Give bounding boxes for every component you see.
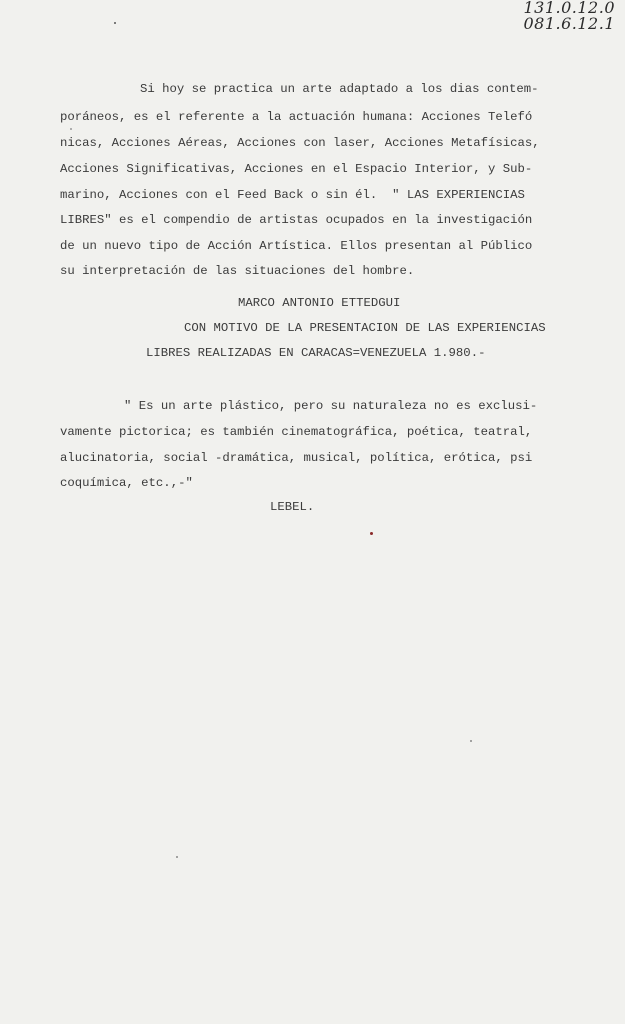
paper-speck <box>70 128 72 130</box>
paragraph-2-line-3: alucinatoria, social -dramática, musical, política, erótica, psi <box>60 451 533 465</box>
attribution-1-context-line-1: CON MOTIVO DE LA PRESENTACION DE LAS EXPERIENCIAS <box>184 321 546 335</box>
paragraph-2-line-4: coquímica, etc.,-" <box>60 476 193 490</box>
paragraph-2-line-2: vamente pictorica; es también cinematográfica, poética, teatral, <box>60 425 533 439</box>
archive-code-2: 081.6.12.1 <box>523 14 615 33</box>
paper-speck <box>370 532 373 535</box>
archive-code-1: 131.0.12.0 <box>523 0 615 17</box>
paragraph-1-line-2: poráneos, es el referente a la actuación humana: Acciones Telefó <box>60 110 533 124</box>
paragraph-2-line-1: " Es un arte plástico, pero su naturaleza no es exclusi- <box>124 399 538 413</box>
attribution-2-author: LEBEL. <box>270 500 315 514</box>
paragraph-1-line-5: marino, Acciones con el Feed Back o sin él. " LAS EXPERIENCIAS <box>60 188 525 202</box>
paragraph-1-line-3: nicas, Acciones Aéreas, Acciones con laser, Acciones Metafísicas, <box>60 136 540 150</box>
archive-reference-codes <box>495 0 615 32</box>
paper-speck <box>470 740 472 742</box>
paragraph-1-line-1: Si hoy se practica un arte adaptado a los dias contem- <box>140 82 539 96</box>
attribution-1-author: MARCO ANTONIO ETTEDGUI <box>238 296 401 310</box>
paragraph-1-line-6: LIBRES" es el compendio de artistas ocupados en la investigación <box>60 213 533 227</box>
paragraph-1-line-8: su interpretación de las situaciones del hombre. <box>60 264 415 278</box>
paper-speck <box>114 22 116 24</box>
paragraph-1-line-4: Acciones Significativas, Acciones en el Espacio Interior, y Sub- <box>60 162 533 176</box>
attribution-1-context-line-2: LIBRES REALIZADAS EN CARACAS=VENEZUELA 1.980.- <box>146 346 486 360</box>
paragraph-1-line-7: de un nuevo tipo de Acción Artística. Ellos presentan al Público <box>60 239 533 253</box>
paper-speck <box>176 856 178 858</box>
